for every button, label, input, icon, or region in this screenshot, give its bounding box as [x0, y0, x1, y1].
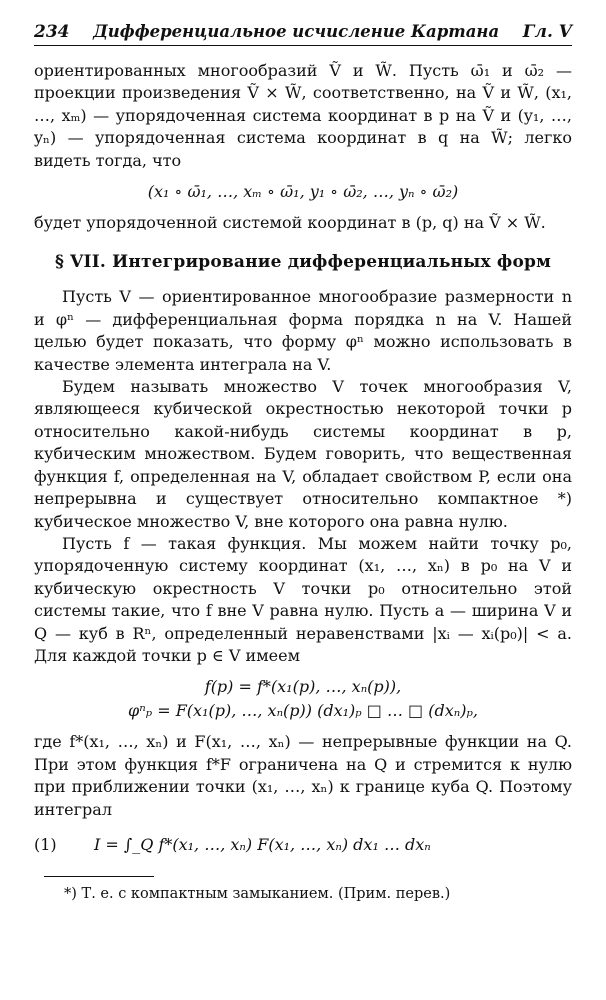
paragraph-6: где f*(x₁, …, xₙ) и F(x₁, …, xₙ) — непрерывные функции на Q. При этом функция f*F ограничена на Q и стремится к нулю при приближении точки (x₁, …, xₙ) к границе куба Q. Поэтому интеграл [34, 732, 572, 819]
equation-number: (1) [34, 834, 57, 854]
paragraph-1: ориентированных многообразий Ṽ и W̃. Пусть ω̄₁ и ω̄₂ — проекции произведения Ṽ × W̃, соответственно, на Ṽ и W̃, (x₁, …, xₘ) — упорядоченная система координат в p на Ṽ и (y₁, …, yₙ) — упорядоченная система координат в q на W̃; легко видеть тогда, что [34, 61, 572, 170]
formula-phi: φⁿₚ = F(x₁(p), …, xₙ(p)) (dx₁)ₚ □ … □ (dxₙ)ₚ, [128, 701, 478, 721]
formula-block [34, 675, 572, 723]
equation-body: I = ∫_Q f*(x₁, …, xₙ) F(x₁, …, xₙ) dx₁ … dxₙ [94, 834, 431, 854]
footnote-rule [44, 876, 154, 877]
formula-line: (x₁ ∘ ω̄₁, …, xₘ ∘ ω̄₁, y₁ ∘ ω̄₂, …, yₙ ∘ ω̄₂) [147, 182, 459, 202]
book-page [34, 22, 572, 905]
formula-f: f(p) = f*(x₁(p), …, xₙ(p)), [204, 677, 402, 697]
page-number: 234 [34, 22, 70, 42]
section-heading: § VII. Интегрирование дифференциальных форм [54, 252, 552, 273]
chapter-label: Гл. V [522, 22, 572, 42]
paragraph-2: будет упорядоченной системой координат в (p, q) на Ṽ × W̃. [34, 213, 546, 233]
running-header [34, 22, 572, 46]
footnote: *) Т. е. с компактным замыканием. (Прим. перев.) [64, 885, 451, 902]
paragraph-3: Пусть V — ориентированное многообразие размерности n и φⁿ — дифференциальная форма порядка n на V. Нашей целью будет показать, что форму φⁿ можно использовать в качестве элемента интеграла на V. [34, 287, 572, 374]
running-title: Дифференциальное исчисление Картана [93, 22, 500, 41]
paragraph-5: Пусть f — такая функция. Мы можем найти точку p₀, упорядоченную систему координат (x₁, …, xₙ) в p₀ на V и кубическую окрестность V точки p₀ относительно этой системы такие, что f вне V равна нулю. Пусть a — ширина V и Q — куб в Rⁿ, определенный неравенствами |xᵢ — xᵢ(p₀)| < a. Для каждой точки p ∈ V имеем [34, 533, 572, 665]
formula-coordinates [34, 180, 572, 204]
paragraph-4: Будем называть множество V точек многообразия V, являющееся кубической окрестностью некоторой точки p относительно какой-нибудь системы координат в p, кубическим множеством. Будем говорить, что вещественная функция f, определенная на V, обладает свойством P, если она непрерывна и существует относительно компактное *) кубическое множество V, вне которого она равна нулю. [34, 377, 572, 531]
equation-1 [34, 835, 572, 854]
